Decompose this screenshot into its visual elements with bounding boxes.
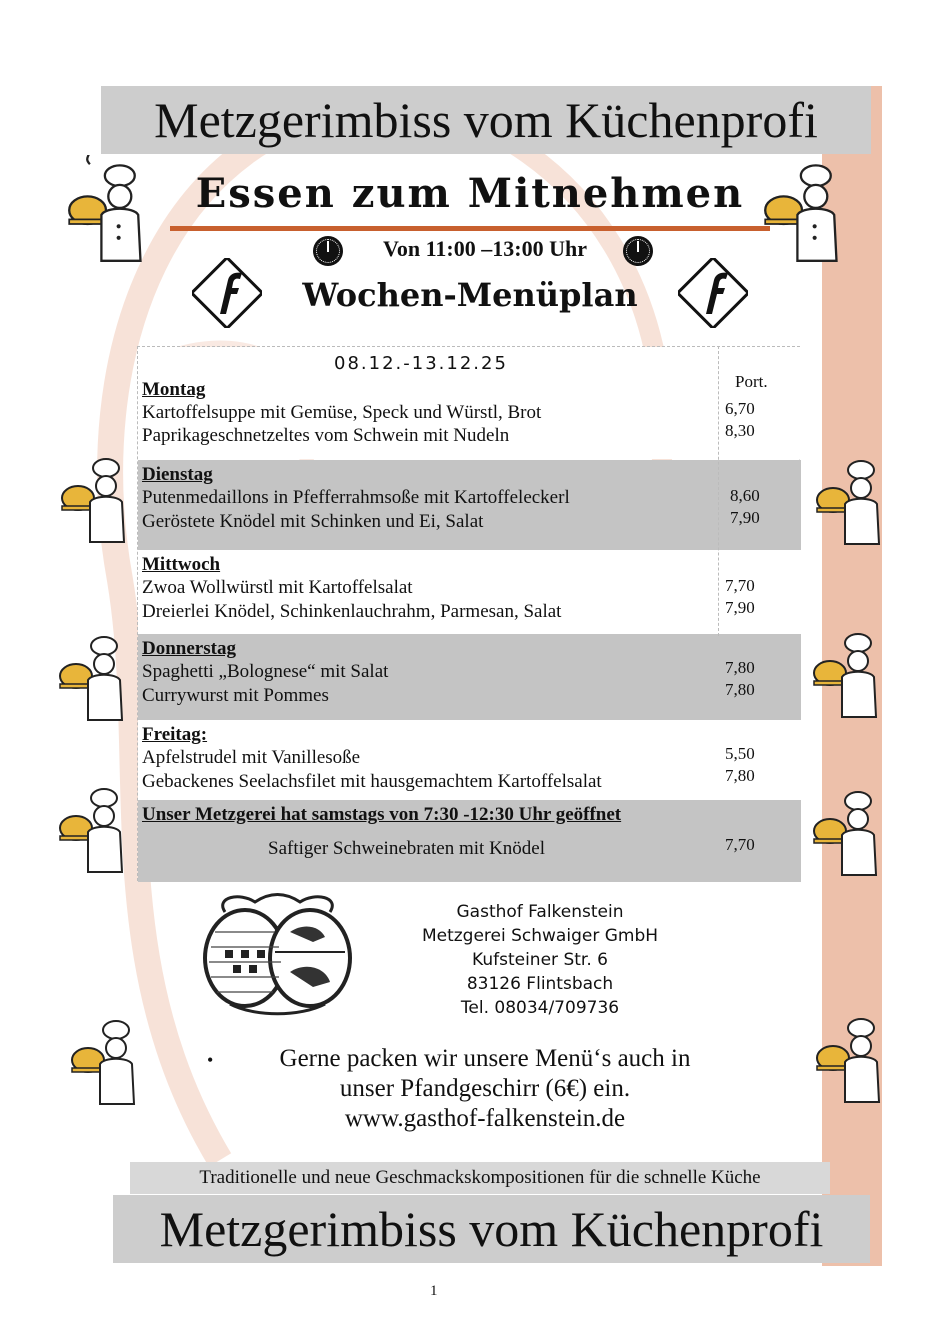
price: 7,90 <box>730 508 760 527</box>
price-column-divider <box>718 346 719 636</box>
page-number: 1 <box>430 1283 438 1299</box>
divider-rule <box>170 226 770 231</box>
day-label: Donnerstag <box>142 638 236 659</box>
header-banner: Metzgerimbiss vom Küchenprofi <box>101 86 871 154</box>
chef-icon <box>58 780 126 880</box>
menu-table <box>137 346 800 881</box>
day-label: Freitag: <box>142 724 208 745</box>
dish: Kartoffelsuppe mit Gemüse, Speck und Würstl, Brot <box>142 402 542 423</box>
chef-icon <box>812 625 880 725</box>
f-logo-icon <box>192 258 262 328</box>
chef-icon <box>812 783 880 883</box>
menu-row-montag <box>138 347 801 459</box>
chef-icon <box>58 628 126 728</box>
dish: Spaghetti „Bolognese“ mit Salat <box>142 661 389 682</box>
dish: Geröstete Knödel mit Schinken und Ei, Salat <box>142 511 484 532</box>
chef-icon <box>62 155 150 270</box>
dish: Paprikageschnetzeltes vom Schwein mit Nudeln <box>142 425 510 446</box>
price: 7,70 <box>725 576 755 595</box>
chef-icon <box>815 452 883 552</box>
dish: Gebackenes Seelachsfilet mit hausgemachtem Kartoffelsalat <box>142 771 602 792</box>
opening-hours: Von 11:00 –13:00 Uhr <box>383 236 587 261</box>
dish: Currywurst mit Pommes <box>142 685 329 706</box>
business-address <box>390 900 690 1020</box>
website-link[interactable]: www.gasthof-falkenstein.de <box>344 1105 626 1132</box>
menu-row-samstag <box>138 800 801 882</box>
note-line: Gerne packen wir unsere Menü‘s auch in <box>279 1045 691 1072</box>
day-label: Mittwoch <box>142 554 221 575</box>
chef-icon <box>70 1012 138 1112</box>
dish: Zwoa Wollwürstl mit Kartoffelsalat <box>142 577 413 598</box>
menu-row-dienstag <box>138 460 801 550</box>
saturday-heading: Unser Metzgerei hat samstags von 7:30 -12:30 Uhr geöffnet <box>142 804 622 825</box>
price: 7,80 <box>725 658 755 677</box>
address-line: Kufsteiner Str. 6 <box>472 950 608 970</box>
chef-icon <box>758 155 846 270</box>
dish: Dreierlei Knödel, Schinkenlauchrahm, Parmesan, Salat <box>142 601 562 622</box>
price: 8,30 <box>725 421 755 440</box>
dish: Apfelstrudel mit Vanillesoße <box>142 747 361 768</box>
address-line: Gasthof Falkenstein <box>456 902 624 922</box>
port-label: Port. <box>735 372 768 391</box>
price: 8,60 <box>730 486 760 505</box>
dish: Putenmedaillons in Pfefferrahmsoße mit Kartoffeleckerl <box>142 487 570 508</box>
subtitle: Essen zum Mitnehmen <box>195 170 745 217</box>
address-line: 83126 Flintsbach <box>466 974 614 994</box>
price: 7,80 <box>725 680 755 699</box>
menu-row-mittwoch <box>138 550 801 634</box>
chef-icon <box>60 450 128 550</box>
dish: Saftiger Schweinebraten mit Knödel <box>268 838 546 859</box>
price: 5,50 <box>725 744 755 763</box>
clock-icon <box>313 236 343 266</box>
weekly-menu-title: Wochen-Menüplan <box>302 276 638 314</box>
packaging-note <box>230 1044 740 1134</box>
menu-row-donnerstag <box>138 634 801 720</box>
day-label: Dienstag <box>142 464 213 485</box>
note-line: unser Pfandgeschirr (6€) ein. <box>339 1075 631 1102</box>
tagline: Traditionelle und neue Geschmackskompositionen für die schnelle Küche <box>130 1162 830 1194</box>
price: 7,90 <box>725 598 755 617</box>
bullet-icon: • <box>207 1050 214 1070</box>
date-range: 08.12.-13.12.25 <box>334 353 508 374</box>
footer-banner: Metzgerimbiss vom Küchenprofi <box>113 1195 870 1263</box>
coat-of-arms-icon <box>195 892 360 1020</box>
menu-row-freitag <box>138 720 801 800</box>
clock-icon <box>623 236 653 266</box>
price: 7,70 <box>725 835 755 854</box>
chef-icon <box>815 1010 883 1110</box>
price: 6,70 <box>725 399 755 418</box>
address-line: Metzgerei Schwaiger GmbH <box>421 926 659 946</box>
day-label: Montag <box>142 379 206 400</box>
price: 7,80 <box>725 766 755 785</box>
phone-number: Tel. 08034/709736 <box>460 998 620 1018</box>
f-logo-icon <box>678 258 748 328</box>
